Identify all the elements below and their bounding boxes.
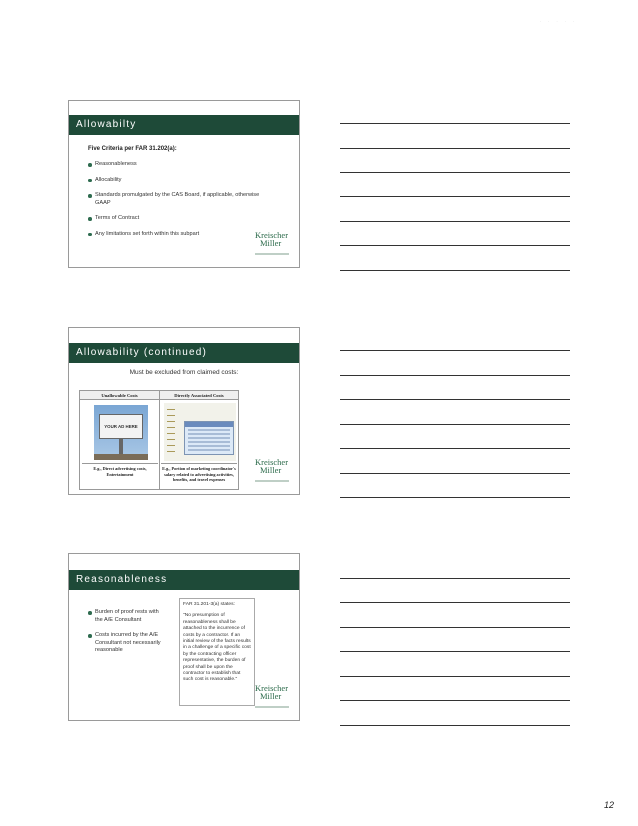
header-mark: . . . . . [540, 18, 578, 23]
slide-allowability-continued [68, 327, 300, 495]
col-header-unallowable: Unallowable Costs [80, 391, 159, 400]
notes-line [340, 627, 570, 628]
exclusion-intro: Must be excluded from claimed costs: [129, 369, 239, 376]
logo-line-2: Miller [260, 465, 282, 475]
notes-line [340, 270, 570, 271]
notes-line [340, 448, 570, 449]
billboard-post [119, 439, 123, 454]
notes-line [340, 497, 570, 498]
notes-line [340, 399, 570, 400]
logo-line-1: Kreischer [255, 457, 289, 467]
slide-subtitle: Five Criteria per FAR 31.202(a): [88, 146, 177, 152]
list-item: Burden of proof rests with the A/E Consultant [88, 609, 168, 624]
list-item: Standards promulgated by the CAS Board, if applicable, otherwise GAAP [88, 192, 265, 207]
far-quote-box [179, 598, 255, 706]
logo-tagline-bar [255, 706, 289, 708]
notes-line [340, 245, 570, 246]
company-logo [255, 684, 291, 712]
notes-line [340, 375, 570, 376]
notes-line [340, 578, 570, 579]
notes-line [340, 700, 570, 701]
notes-line [340, 725, 570, 726]
spreadsheet-window [184, 421, 234, 455]
notes-line [340, 602, 570, 603]
slide-title: Allowability (continued) [69, 343, 299, 363]
notes-line [340, 123, 570, 124]
col-header-associated: Directly Associated Costs [160, 391, 238, 400]
notes-line [340, 148, 570, 149]
notes-line [340, 196, 570, 197]
billboard-ground [94, 454, 148, 460]
billboard-text: YOUR AD HERE [99, 414, 143, 439]
list-item: Allocability [88, 177, 278, 185]
slide-allowability [68, 100, 300, 268]
logo-line-2: Miller [260, 691, 282, 701]
company-logo [255, 231, 291, 259]
notes-line [340, 651, 570, 652]
document-margin-lines [167, 409, 177, 457]
caption-unallowable: E.g., Direct advertising costs, Entertainment [82, 463, 158, 490]
notes-line [340, 172, 570, 173]
list-item: Any limitations set forth within this subpart [88, 231, 278, 239]
bullet-list [88, 161, 278, 238]
quote-heading: FAR 31.201-3(a) states: [183, 602, 235, 607]
notes-line [340, 350, 570, 351]
document-screenshot-image [164, 403, 236, 461]
bullet-list [88, 609, 168, 655]
caption-associated: E.g., Portion of marketing coordinator's salary related to advertising activities, benefits, and travel expenses [161, 463, 237, 490]
cost-comparison-table [79, 390, 239, 490]
billboard-image [94, 405, 148, 460]
list-item: Costs incurred by the A/E Consultant not necessarily reasonable [88, 632, 168, 655]
notes-line [340, 676, 570, 677]
company-logo [255, 458, 291, 486]
page-number: 12 [603, 800, 614, 810]
notes-line [340, 424, 570, 425]
logo-line-1: Kreischer [255, 683, 289, 693]
notes-line [340, 221, 570, 222]
column-divider [159, 391, 160, 489]
slide-title: Allowabilty [69, 115, 299, 135]
list-item: Reasonableness [88, 161, 278, 169]
list-item: Terms of Contract [88, 215, 278, 223]
logo-tagline-bar [255, 480, 289, 482]
slide-reasonableness [68, 553, 300, 721]
logo-tagline-bar [255, 253, 289, 255]
logo-line-1: Kreischer [255, 230, 289, 240]
notes-line [340, 473, 570, 474]
quote-body: "No presumption of reasonableness shall be attached to the incurrence of costs by a contractor. If an initial review of the facts results in a challenge of a specific cost by the contracting officer representative, the burden of proof shall be upon the contractor to establish that such cost is reasonable." [183, 613, 251, 683]
slide-title: Reasonableness [69, 570, 299, 590]
logo-line-2: Miller [260, 238, 282, 248]
